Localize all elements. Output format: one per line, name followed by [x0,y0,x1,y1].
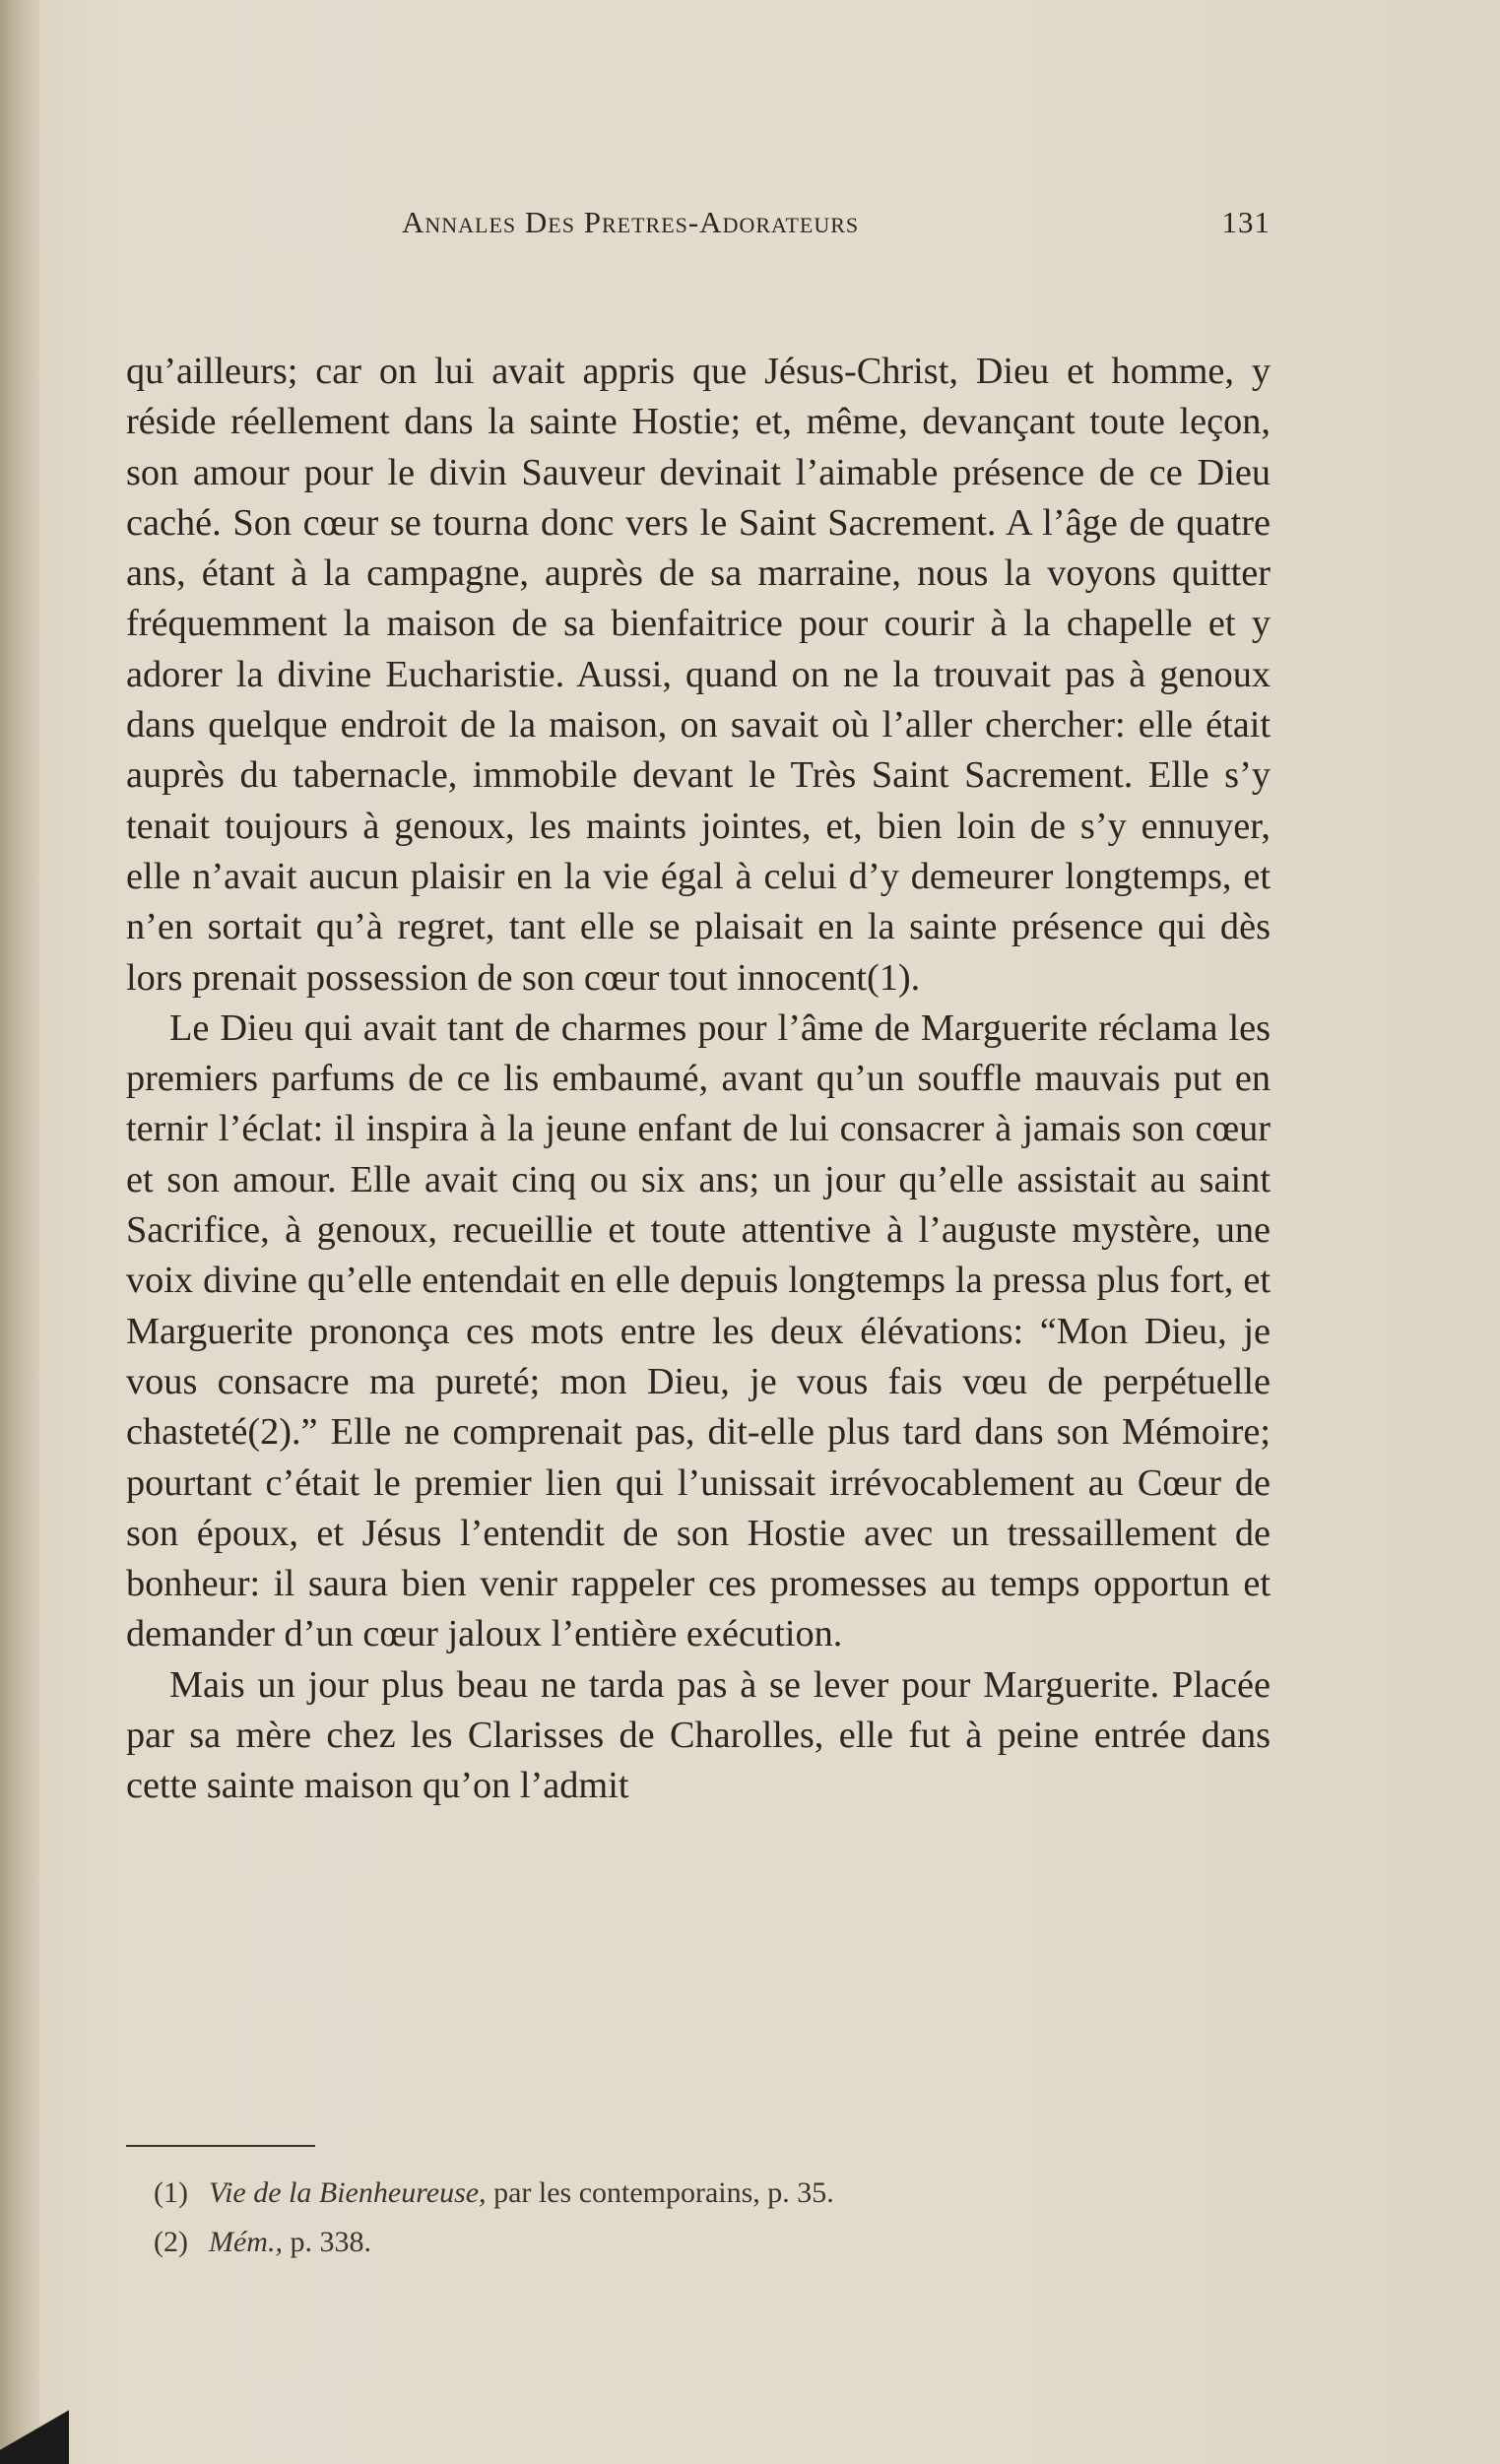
book-spine-shadow [0,0,39,2464]
running-title: Annales Des Pretres-Adorateurs [402,205,860,239]
footnote-separator [126,2145,315,2147]
footnote-mark: (1) [154,2176,188,2209]
body-text [126,347,1271,1812]
paragraph: Mais un jour plus beau ne tarda pas à se lever pour Marguerite. Placée par sa mère chez les Clarisses de Charolles, elle fut à peine entrée dans cette sainte maison qu’on l’admit [126,1663,1271,1807]
footnotes [154,2169,1139,2267]
page-number: 131 [1221,205,1271,239]
paragraph: qu’ailleurs; car on lui avait appris que Jésus-Christ, Dieu et homme, y réside réellement dans la sainte Hostie; et, même, devançant toute leçon, son amour pour le divin Sauveur devinait l’aimable présence de ce Dieu caché. Son cœur se tourna donc vers le Saint Sacrement. A l’âge de quatre ans, étant à la campagne, auprès de sa marraine, nous la voyons quitter fréquemment la maison de sa bienfaitrice pour courir à la chapelle et y adorer la divine Eucharistie. Aussi, quand on ne la trouvait pas à genoux dans quelque endroit de la maison, on savait où l’aller chercher: elle était auprès du tabernacle, immobile devant le Très Saint Sacrement. Elle s’y tenait toujours à genoux, les maints jointes, et, bien loin de s’y ennuyer, elle n’avait aucun plaisir en la vie égal à celui d’y demeurer longtemps, et n’en sortait qu’à regret, tant elle se plaisait en la sainte présence qui dès lors prenait possession de son cœur tout innocent(1). [126,351,1271,999]
paragraph: Le Dieu qui avait tant de charmes pour l’âme de Marguerite réclama les premiers parfums de ce lis embaumé, avant qu’un souffle mauvais put en ternir l’éclat: il inspira à la jeune enfant de lui consacrer à jamais son cœur et son amour. Elle avait cinq ou six ans; un jour qu’elle assistait au saint Sacrifice, à genoux, recueillie et toute attentive à l’auguste mystère, une voix divine qu’elle entendait en elle depuis longtemps la pressa plus fort, et Marguerite prononça ces mots entre les deux élévations: “Mon Dieu, je vous consacre ma pureté; mon Dieu, je vous fais vœu de perpétuelle chasteté(2).” Elle ne comprenait pas, dit-elle plus tard dans son Mémoire; pourtant c’était le premier lien qui l’unissait irrévocablement au Cœur de son époux, et Jésus l’entendit de son Hostie avec un tressaillement de bonheur: il saura bien venir rappeler ces promesses au temps opportun et demander d’un cœur jaloux l’entière exécution. [126,1006,1271,1655]
footnote [154,2218,1139,2267]
footnote-title: Vie de la Bienheureuse, [209,2176,487,2209]
footnote-title: Mém., [209,2226,283,2258]
footnote-text: p. 338. [282,2226,371,2258]
footnote-text: par les contemporains, p. 35. [486,2176,834,2209]
running-header [394,205,1271,248]
footnote-mark: (2) [154,2226,188,2258]
page-corner-shadow [0,2405,69,2464]
footnote [154,2169,1139,2218]
